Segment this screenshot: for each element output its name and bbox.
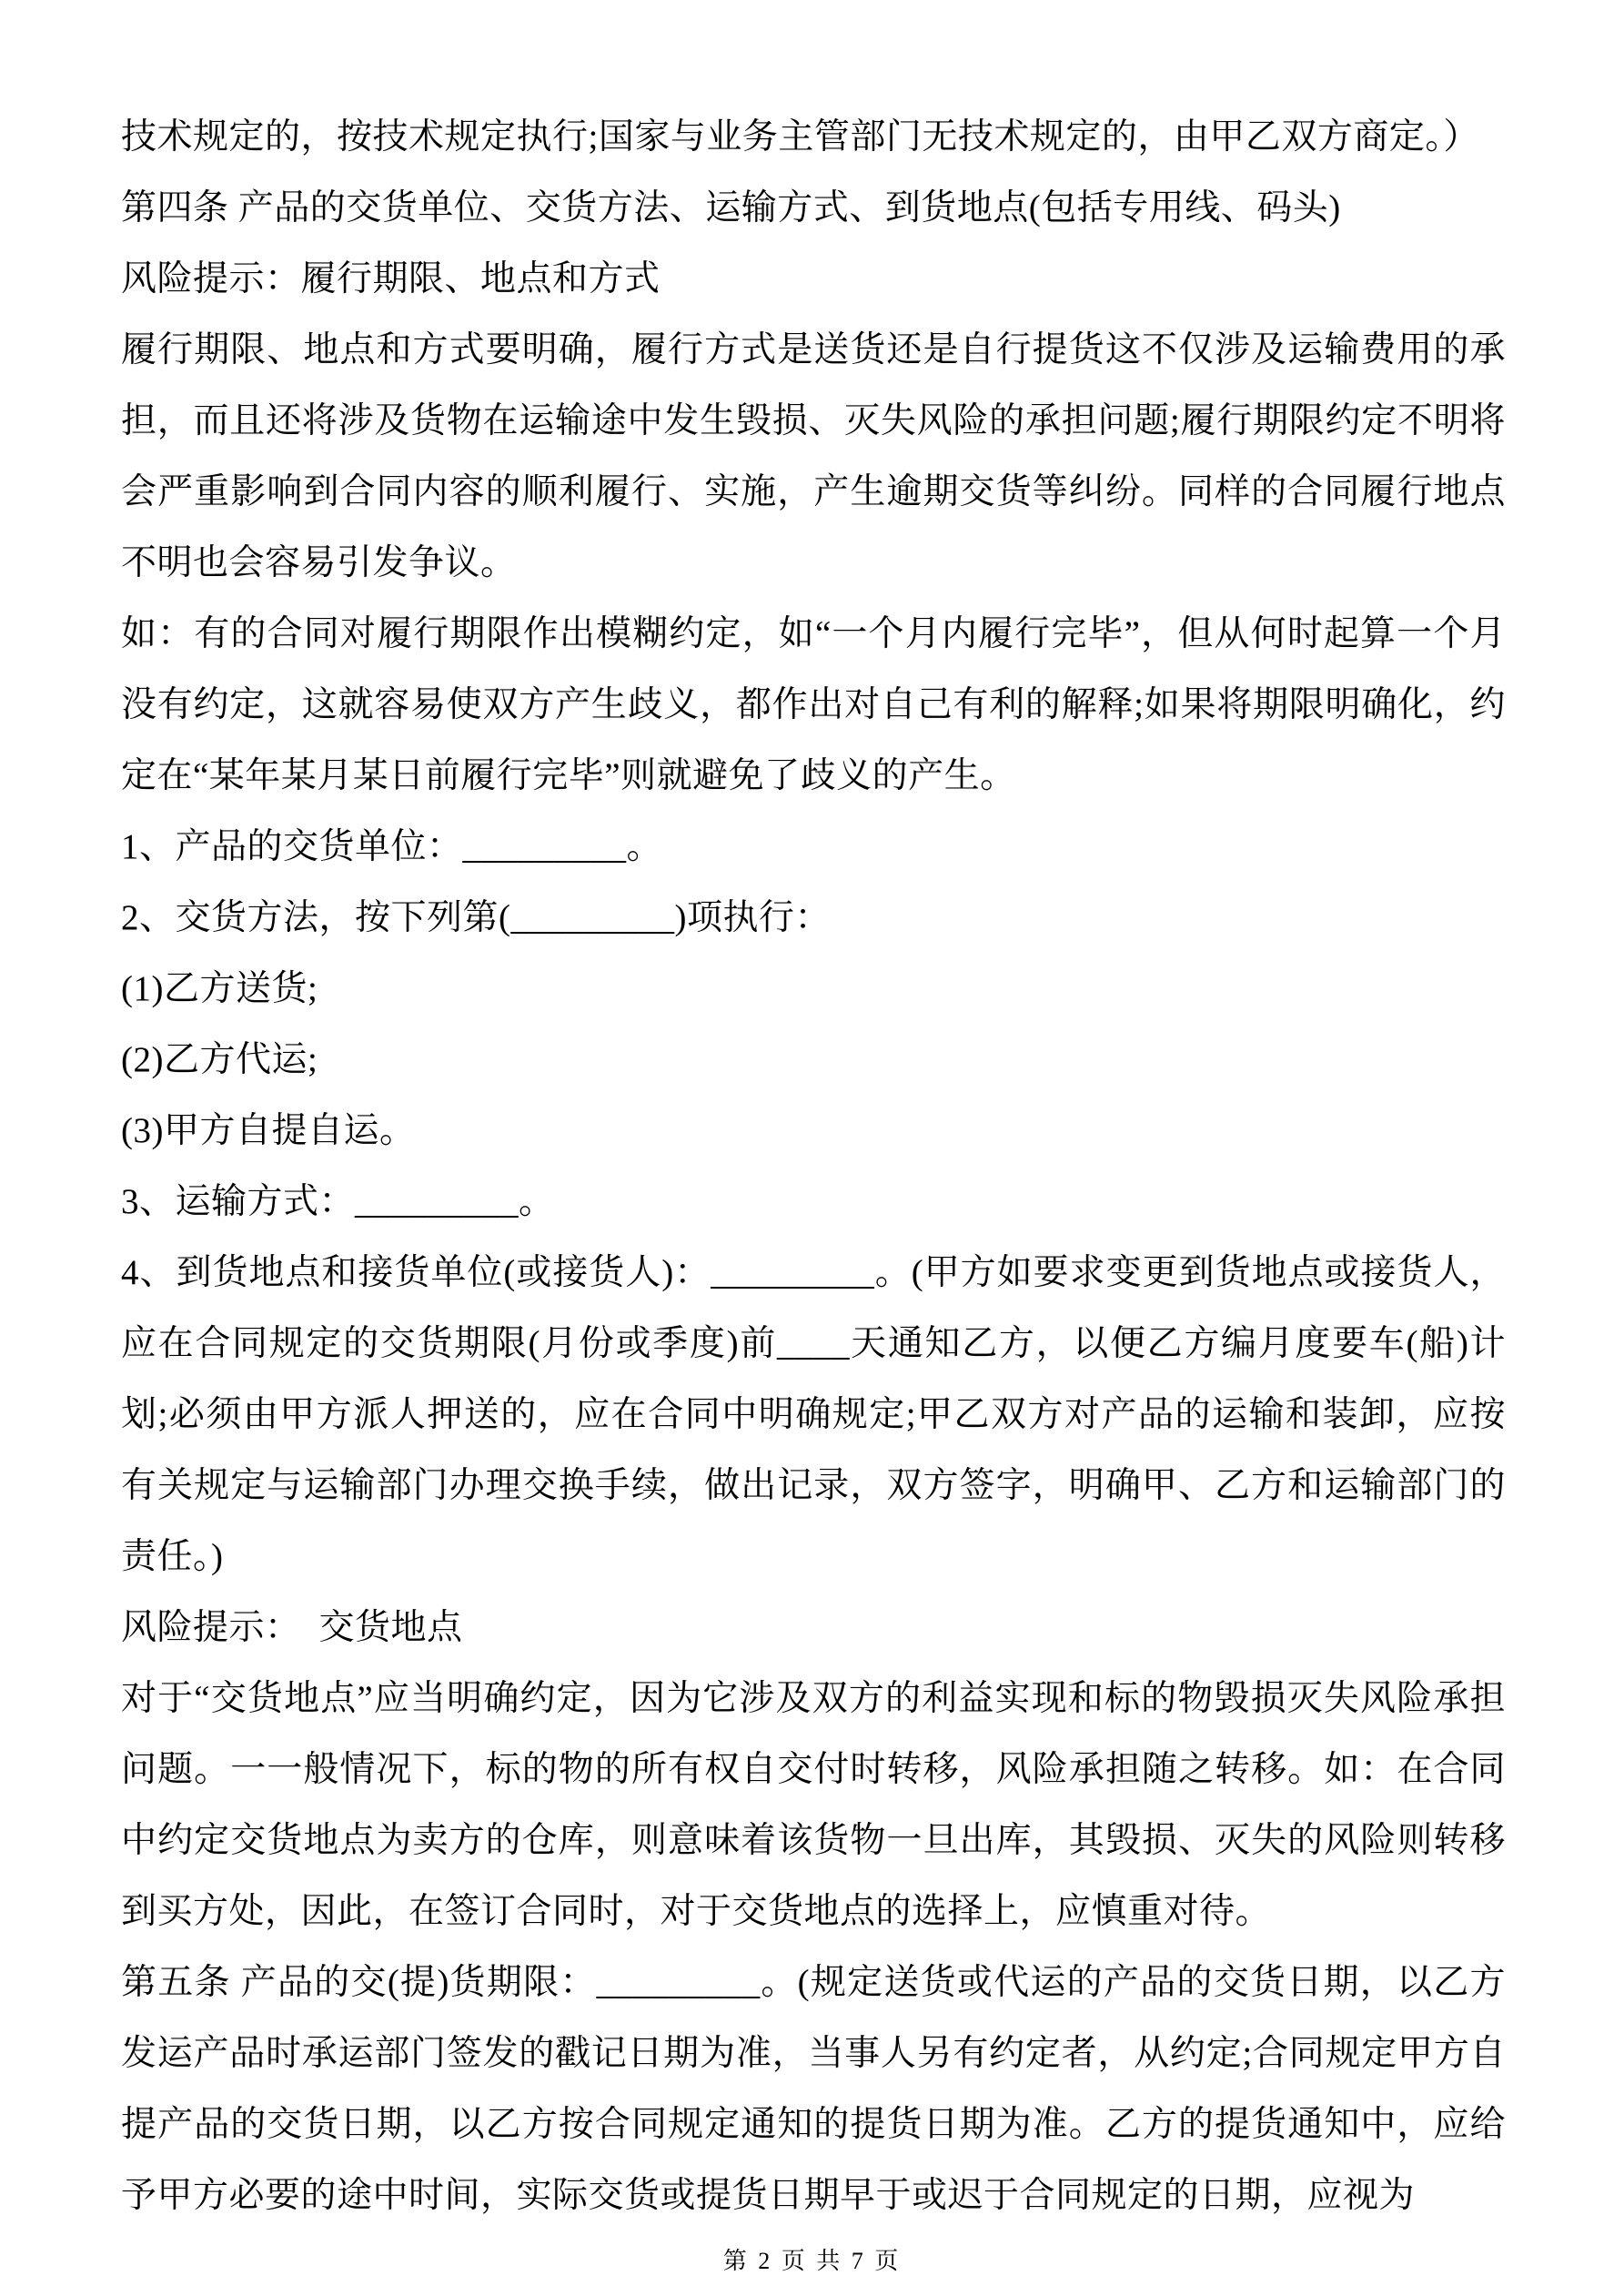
clause-5-delivery-deadline: 第五条 产品的交(提)货期限：_________。(规定送货或代运的产品的交货日期，以乙方发运产品时承运部门签发的戳记日期为准，当事人另有约定者，从约定;合同规定甲方自提产品的交货日期，以乙方按合同规定通知的提货日期为准。乙方的提货通知中，应给予甲方必要的途中时间，实际交货或提货日期早于或迟于合同规定的日期，应视为 xyxy=(121,1963,1506,2215)
item-3-transport-method: 3、运输方式：_________。 xyxy=(121,1182,555,1221)
option-2-seller-ships: (2)乙方代运; xyxy=(121,1040,318,1079)
risk-notice-performance-body: 履行期限、地点和方式要明确，履行方式是送货还是自行提货这不仅涉及运输费用的承担，而且还将涉及货物在运输途中发生毁损、灭失风险的承担问题;履行期限约定不明将会严重影响到合同内容的顺利履行、实施，产生逾期交货等纠纷。同样的合同履行地点不明也会容易引发争议。 xyxy=(121,330,1506,582)
item-2-delivery-method: 2、交货方法，按下列第(_________)项执行： xyxy=(121,898,831,937)
item-4-delivery-location: 4、到货地点和接货单位(或接货人)：_________。(甲方如要求变更到货地点或接货人，应在合同规定的交货期限(月份或季度)前____天通知乙方，以便乙方编月度要车(船)计划;必须由甲方派人押送的，应在合同中明确规定;甲乙双方对产品的运输和装卸，应按有关规定与运输部门办理交换手续，做出记录，双方签字，明确甲、乙方和运输部门的责任。) xyxy=(121,1253,1506,1576)
paragraph-continuation: 技术规定的，按技术规定执行;国家与业务主管部门无技术规定的，由甲乙双方商定。） xyxy=(121,117,1479,157)
option-3-buyer-pickup: (3)甲方自提自运。 xyxy=(121,1111,416,1150)
risk-notice-title-performance: 风险提示：履行期限、地点和方式 xyxy=(121,259,661,298)
risk-notice-performance-example: 如：有的合同对履行期限作出模糊约定，如“一个月内履行完毕”，但从何时起算一个月没有约定，这就容易使双方产生歧义，都作出对自己有利的解释;如果将期限明确化，约定在“某年某月某日前履行完毕”则就避免了歧义的产生。 xyxy=(121,614,1506,795)
document-body xyxy=(121,102,1506,2231)
page-footer: 第 2 页 共 7 页 xyxy=(722,2248,902,2274)
risk-notice-title-location: 风险提示： 交货地点 xyxy=(121,1608,463,1647)
item-1-delivery-unit: 1、产品的交货单位：_________。 xyxy=(121,827,663,866)
risk-notice-location-body: 对于“交货地点”应当明确约定，因为它涉及双方的利益实现和标的物毁损灭失风险承担问题。一一般情况下，标的物的所有权自交付时转移，风险承担随之转移。如：在合同中约定交货地点为卖方的仓库，则意味着该货物一旦出库，其毁损、灭失的风险则转移到买方处，因此，在签订合同时，对于交货地点的选择上，应慎重对待。 xyxy=(121,1679,1506,1931)
option-1-seller-delivers: (1)乙方送货; xyxy=(121,969,318,1008)
clause-4-heading: 第四条 产品的交货单位、交货方法、运输方式、到货地点(包括专用线、码头) xyxy=(121,188,1341,228)
